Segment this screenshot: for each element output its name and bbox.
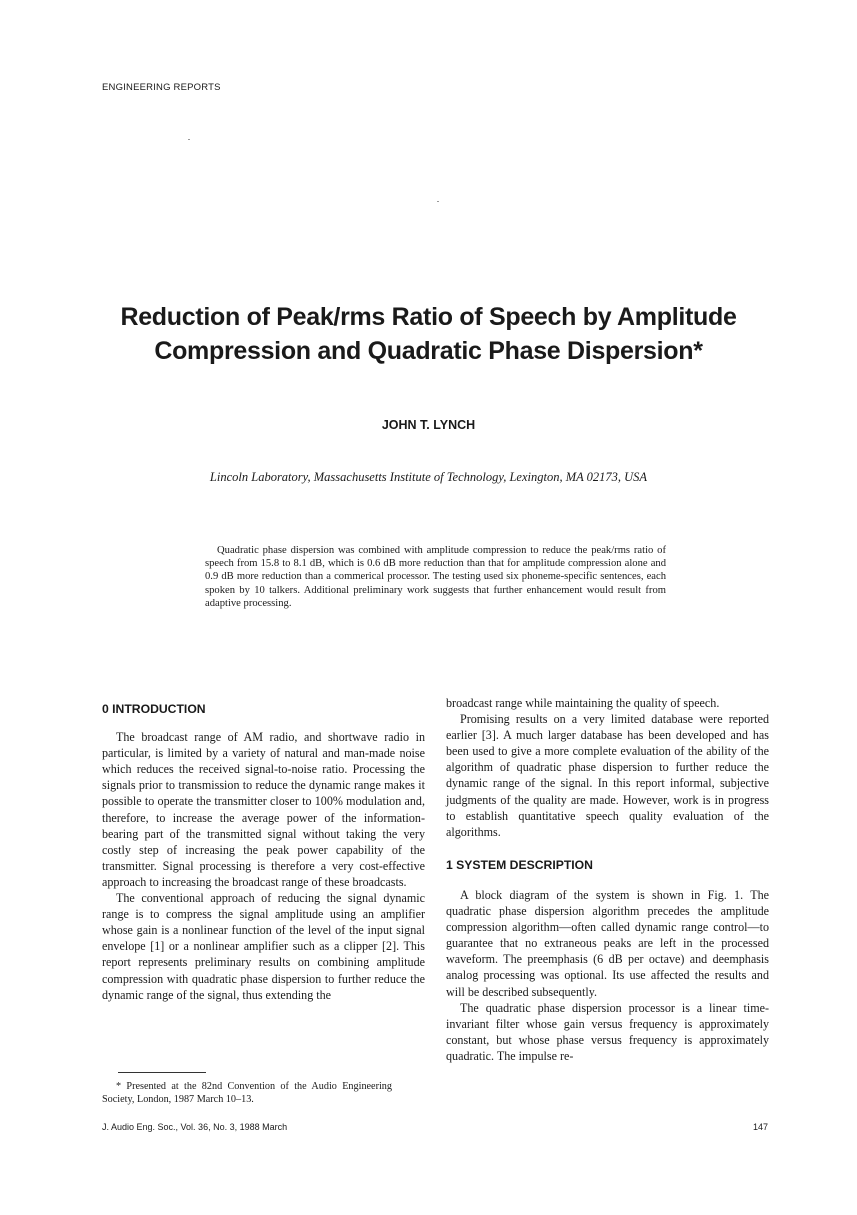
paragraph-continued: broadcast range while maintaining the quality of speech. xyxy=(446,696,720,710)
paragraph: Promising results on a very limited database were reported earlier [3]. A much larger database has been developed and has been used to give a more complete evaluation of the ability of the algorithm of quadratic phase dispersion to further reduce the dynamic range of the signal. In this report informal, subjective judgments of the quality are made. However, work is in progress to establish quantitative speech quality evaluation of the algorithms. xyxy=(446,712,769,839)
abstract: Quadratic phase dispersion was combined with amplitude compression to reduce the peak/rms ratio of speech from 15.8 to 8.1 dB, which is 0.6 dB more reduction than that for amplitude compression alone and 0.9 dB more reduction than a commerical processor. The testing used six phoneme-specific sentences, each spoken by 10 talkers. Additional preliminary work suggests that further enhancement would result from adaptive processing. xyxy=(205,545,666,609)
left-column xyxy=(102,695,425,1003)
scan-speck xyxy=(188,139,190,140)
paper-title xyxy=(60,300,797,368)
paragraph: The quadratic phase dispersion processor is a linear time-invariant filter whose gain versus frequency is approximately constant, but whose phase versus frequency is approximately quadratic. The impulse re- xyxy=(446,1000,769,1063)
page-number: 147 xyxy=(752,1122,768,1132)
right-column xyxy=(446,695,769,1064)
paragraph: The broadcast range of AM radio, and shortwave radio in particular, is limited by a variety of natural and man-made noise which reduces the received signal-to-noise ratio. Processing the signals prior to transmission to reduce the dynamic range makes it possible to operate the transmitter closer to 100% modulation and, therefore, to increase the average power of the information-bearing part of the transmitted signal without taking the very costly step of increasing the peak power capability of the transmitter. Signal processing is therefore a very cost-effective approach to increasing the broadcast range of these broadcasts. xyxy=(102,730,425,889)
footnote: * Presented at the 82nd Convention of the Audio Engineering Society, London, 1987 March 10–13. xyxy=(102,1081,392,1105)
section-heading-system-description: 1 SYSTEM DESCRIPTION xyxy=(446,857,593,872)
paragraph: A block diagram of the system is shown in Fig. 1. The quadratic phase dispersion algorithm precedes the amplitude compression algorithm—often called dynamic range control—to guarantee that no extraneous peaks are left in the processed waveform. The preemphasis (6 dB per octave) and deemphasis analog processing was optional. Its use affected the results and will be described subsequently. xyxy=(446,887,769,999)
paragraph: The conventional approach of reducing the signal dynamic range is to compress the signal amplitude using an amplifier whose gain is a nonlinear function of the level of the input signal envelope [1] or a nonlinear amplifier such as a clipper [2]. This report represents preliminary results on combining amplitude compression with quadratic phase dispersion to further reduce the dynamic range of the signal, thus extending the xyxy=(102,891,425,1002)
title-line-2: Compression and Quadratic Phase Dispersion* xyxy=(154,337,703,365)
footnote-rule xyxy=(118,1072,206,1073)
section-heading-introduction: 0 INTRODUCTION xyxy=(102,702,206,716)
author-name: JOHN T. LYNCH xyxy=(381,418,476,432)
journal-citation: J. Audio Eng. Soc., Vol. 36, No. 3, 1988 March xyxy=(102,1122,288,1132)
scan-speck xyxy=(437,201,439,202)
author-affiliation: Lincoln Laboratory, Massachusetts Institute of Technology, Lexington, MA 02173, USA xyxy=(209,470,648,484)
running-header: ENGINEERING REPORTS xyxy=(102,82,221,93)
title-line-1: Reduction of Peak/rms Ratio of Speech by Amplitude xyxy=(120,303,737,331)
